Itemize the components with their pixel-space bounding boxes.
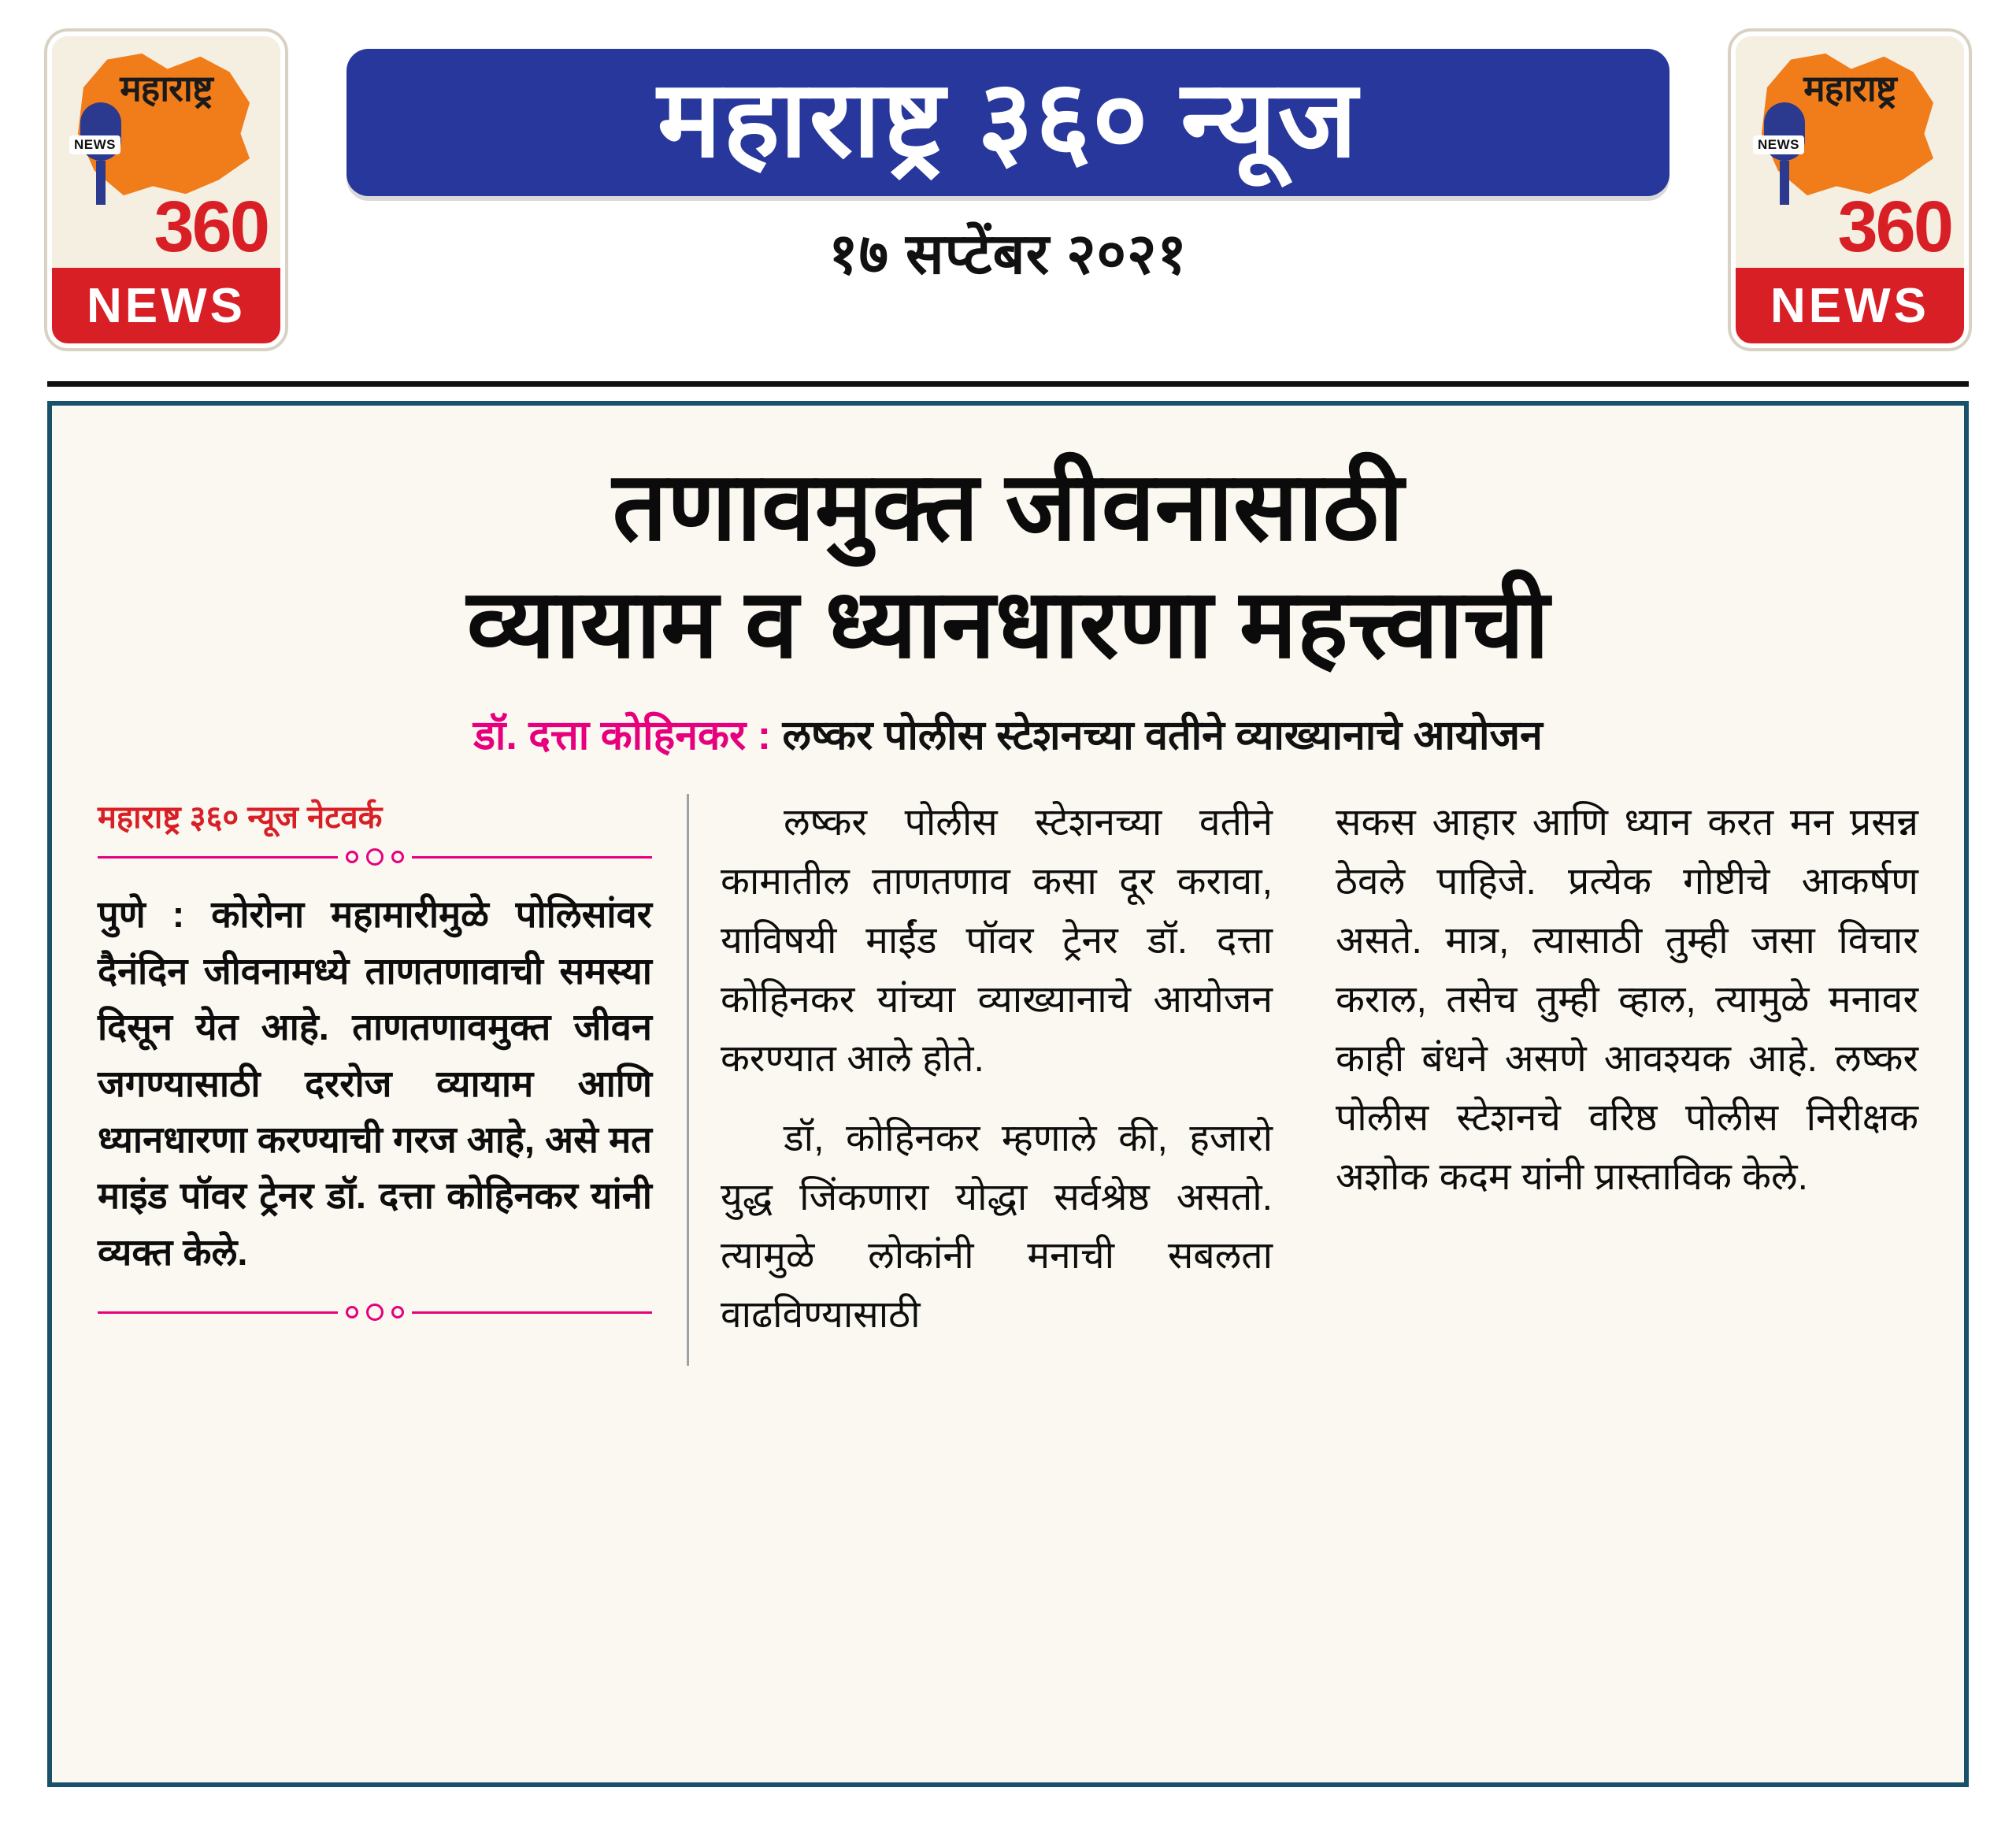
logo-left-map-text: महाराष्ट्र [120, 68, 213, 109]
ornament-dot-icon [391, 1306, 404, 1318]
column-right-body [1336, 794, 1918, 1207]
ornament-dot-icon [346, 851, 358, 863]
ornament-divider-bottom [98, 1304, 652, 1321]
article-headline [98, 448, 1918, 683]
logo-left-badge: NEWS [69, 135, 120, 154]
logo-right-badge: NEWS [1753, 135, 1804, 154]
logo-left-label: NEWS [52, 268, 280, 343]
news-network-credit: महाराष्ट्र ३६० न्यूज नेटवर्क [98, 800, 383, 836]
logo-right-label: NEWS [1736, 268, 1964, 343]
masthead-center [301, 32, 1715, 291]
subhead-text: लष्कर पोलीस स्टेशनच्या वतीने व्याख्यानाचे आयोजन [771, 712, 1543, 758]
column-right [1304, 794, 1918, 1366]
logo-right-map-text: महाराष्ट्र [1803, 68, 1896, 109]
publication-title: महाराष्ट्र ३६० न्यूज [657, 59, 1359, 179]
paragraph: सकस आहार आणि ध्यान करत मन प्रसन्न ठेवले पाहिजे. प्रत्येक गोष्टीचे आकर्षण असते. मात्र, त्यासाठी तुम्ही जसा विचार कराल, तसेच तुम्ही व्हाल, त्यामुळे मनावर काही बंधने असणे आवश्यक आहे. लष्कर पोलीस स्टेशनचे वरिष्ठ पोलीस निरीक्षक अशोक कदम यांनी प्रास्ताविक केले. [1336, 802, 1918, 1198]
headline-line-2: व्यायाम व ध्यानधारणा महत्त्वाची [466, 569, 1550, 677]
ornament-dot-icon [391, 851, 404, 863]
logo-right-number: 360 [1837, 187, 1951, 268]
logo-left [47, 32, 285, 348]
paragraph: लष्कर पोलीस स्टेशनच्या वतीने कामातील ताणतणाव कसा दूर करावा, याविषयी माईंड पॉवर ट्रेनर डॉ. दत्ता कोहिनकर यांच्या व्याख्यानाचे आयोजन करण्यात आले होते. [720, 802, 1273, 1080]
headline-line-1: तणावमुक्त जीवनासाठी [612, 453, 1404, 560]
logo-left-number: 360 [154, 187, 268, 268]
ornament-dot-icon [346, 1306, 358, 1318]
ornament-dot-icon [366, 1304, 384, 1321]
logo-left-graphic [52, 36, 280, 268]
column-middle [689, 794, 1304, 1366]
publication-title-bar [346, 49, 1670, 196]
ornament-dot-icon [366, 848, 384, 866]
article-subhead [98, 710, 1918, 763]
masthead [47, 32, 1969, 370]
paragraph: पुणे : कोरोना महामारीमुळे पोलिसांवर दैनंदिन जीवनामध्ये ताणतणावाची समस्या दिसून येत आहे. ताणतणावमुक्त जीवन जगण्यासाठी दररोज व्यायाम आणि ध्यानधारणा करण्याची गरज आहे, असे मत माइंड पॉवर ट्रेनर डॉ. दत्ता कोहिनकर यांनी व्यक्त केले. [98, 893, 652, 1273]
column-left-body [98, 886, 652, 1280]
article-columns [98, 794, 1918, 1366]
subhead-speaker-name: डॉ. दत्ता कोहिनकर : [473, 712, 772, 758]
issue-date: १७ सप्टेंबर २०२१ [828, 222, 1188, 286]
paragraph: डॉ, कोहिनकर म्हणाले की, हजारो युद्ध जिंकणारा योद्धा सर्वश्रेष्ठ असतो. त्यामुळे लोकांनी मनाची सबलता वाढविण्यासाठी [720, 1117, 1273, 1337]
masthead-divider [47, 381, 1969, 387]
column-left [98, 794, 689, 1366]
ornament-divider-top [98, 848, 652, 866]
logo-right-graphic [1736, 36, 1964, 268]
column-middle-body [721, 794, 1273, 1345]
article-box [47, 401, 1969, 1787]
logo-right [1731, 32, 1969, 348]
